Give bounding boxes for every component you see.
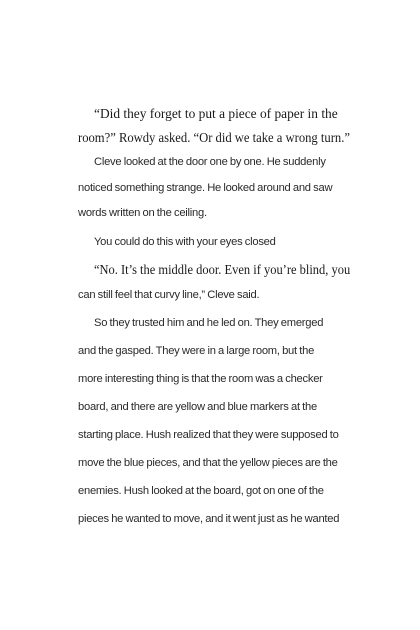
text-line-5: words written on the ceiling. bbox=[78, 207, 207, 219]
text-line-10: and the gasped. They were in a large room, but the bbox=[78, 345, 315, 357]
text-line-6: You could do this with your eyes closed bbox=[94, 236, 276, 248]
text-line-12: board, and there are yellow and blue markers at the bbox=[78, 401, 317, 413]
text-line-16: pieces he wanted to move, and it went just as he wanted bbox=[78, 513, 340, 525]
text-line-7: “No. It’s the middle door. Even if you’re blind, you bbox=[94, 262, 351, 277]
text-line-15: enemies. Hush looked at the board, got on one of the bbox=[78, 485, 324, 497]
text-line-11: more interesting thing is that the room was a checker bbox=[78, 373, 323, 385]
text-line-9: So they trusted him and he led on. They emerged bbox=[94, 317, 324, 329]
text-line-2: room?” Rowdy asked. “Or did we take a wrong turn.” bbox=[78, 130, 350, 145]
text-line-14: move the blue pieces, and that the yellow pieces are the bbox=[78, 457, 338, 469]
text-line-13: starting place. Hush realized that they were supposed to bbox=[78, 429, 339, 441]
text-line-4: noticed something strange. He looked around and saw bbox=[78, 182, 333, 194]
text-line-3: Cleve looked at the door one by one. He suddenly bbox=[94, 156, 326, 168]
text-line-1: “Did they forget to put a piece of paper in the bbox=[94, 106, 338, 121]
text-line-8: can still feel that curvy line,” Cleve said. bbox=[78, 289, 260, 301]
